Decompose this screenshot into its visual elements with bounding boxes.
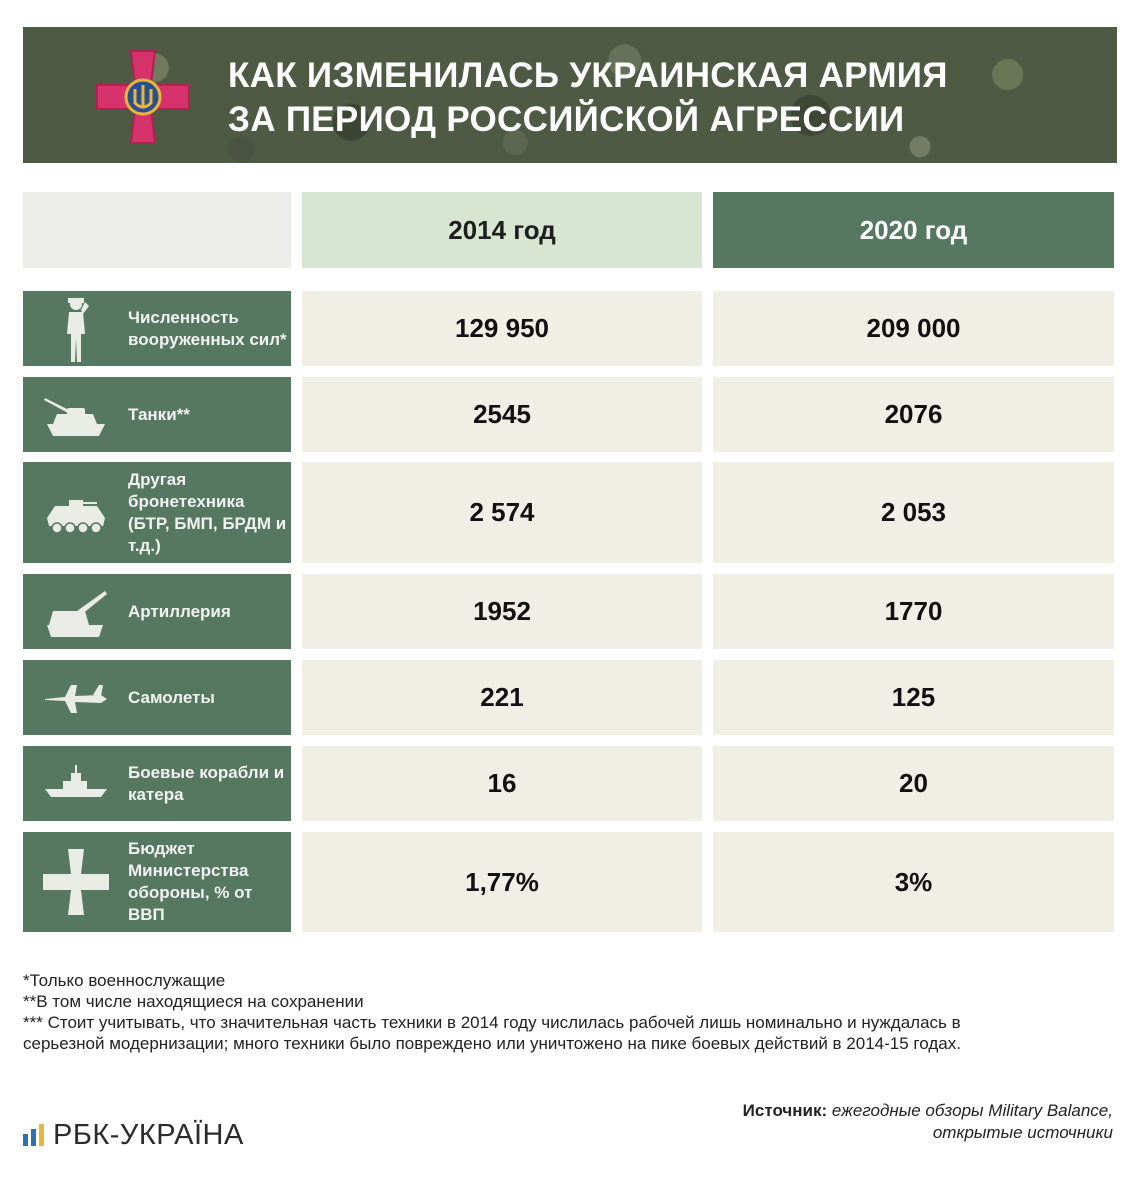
value-2020: 1770 [713, 574, 1114, 649]
footnote: *Только военнослужащие [23, 971, 226, 990]
footnote: *** Стоит учитывать, что значительная часть техники в 2014 году числилась рабочей лишь номинально и нуждалась в [23, 1013, 961, 1032]
title-line-2: ЗА ПЕРИОД РОССИЙСКОЙ АГРЕССИИ [228, 100, 905, 139]
armed-forces-cross-emblem-icon [93, 47, 193, 147]
soldier-salute-icon [41, 294, 111, 364]
value-2014: 221 [302, 660, 702, 735]
source-label: Источник: [742, 1101, 828, 1120]
header-banner [23, 27, 1117, 163]
artillery-icon [41, 577, 111, 647]
page-title [228, 54, 1098, 142]
value-2020: 2 053 [713, 462, 1114, 563]
value-2020: 2076 [713, 377, 1114, 452]
value-2014: 1,77% [302, 832, 702, 932]
column-header-2020: 2020 год [713, 192, 1114, 268]
row-label-cell [23, 377, 291, 452]
row-label: Бюджет Министерства обороны, % от ВВП [128, 839, 253, 924]
table-row [23, 291, 1115, 366]
row-label: Самолеты [128, 687, 215, 707]
row-label-cell [23, 832, 291, 932]
jet-aircraft-icon [41, 663, 111, 733]
table-row [23, 832, 1115, 932]
table-row [23, 746, 1115, 821]
table-row [23, 660, 1115, 735]
value-2014: 129 950 [302, 291, 702, 366]
footnotes [23, 970, 1123, 1054]
value-2014: 2545 [302, 377, 702, 452]
row-label-cell [23, 574, 291, 649]
value-2020: 20 [713, 746, 1114, 821]
title-line-1: КАК ИЗМЕНИЛАСЬ УКРАИНСКАЯ АРМИЯ [228, 56, 948, 95]
table-row [23, 377, 1115, 452]
row-label-cell [23, 660, 291, 735]
row-label-cell [23, 462, 291, 563]
header-blank-cell [23, 192, 291, 268]
footnote: серьезной модернизации; много техники было повреждено или уничтожено на пике боевых действий в 2014-15 годах. [23, 1034, 961, 1053]
logo-bars-icon [23, 1124, 45, 1146]
source-text: открытые источники [932, 1123, 1113, 1142]
footnote: **В том числе находящиеся на сохранении [23, 992, 364, 1011]
row-label: Артиллерия [128, 601, 231, 621]
armored-vehicle-icon [41, 478, 111, 548]
row-label: Численность вооруженных сил* [128, 307, 287, 349]
value-2014: 2 574 [302, 462, 702, 563]
source-note [743, 1100, 1113, 1144]
value-2014: 16 [302, 746, 702, 821]
rbc-ukraine-logo [23, 1120, 244, 1150]
table-row [23, 574, 1115, 649]
cross-icon [41, 847, 111, 917]
tank-icon [41, 380, 111, 450]
value-2014: 1952 [302, 574, 702, 649]
table-row [23, 462, 1115, 563]
row-label: Другая бронетехника (БТР, БМП, БРДМ и т.д.) [128, 469, 287, 555]
warship-icon [41, 749, 111, 819]
source-text: ежегодные обзоры Military Balance, [831, 1101, 1113, 1120]
logo-text: РБК-УКРАЇНА [53, 1118, 244, 1151]
value-2020: 209 000 [713, 291, 1114, 366]
value-2020: 125 [713, 660, 1114, 735]
row-label-cell [23, 291, 291, 366]
row-label-cell [23, 746, 291, 821]
column-header-2014: 2014 год [302, 192, 702, 268]
row-label: Танки** [128, 404, 190, 424]
value-2020: 3% [713, 832, 1114, 932]
row-label: Боевые корабли и катера [128, 762, 285, 804]
